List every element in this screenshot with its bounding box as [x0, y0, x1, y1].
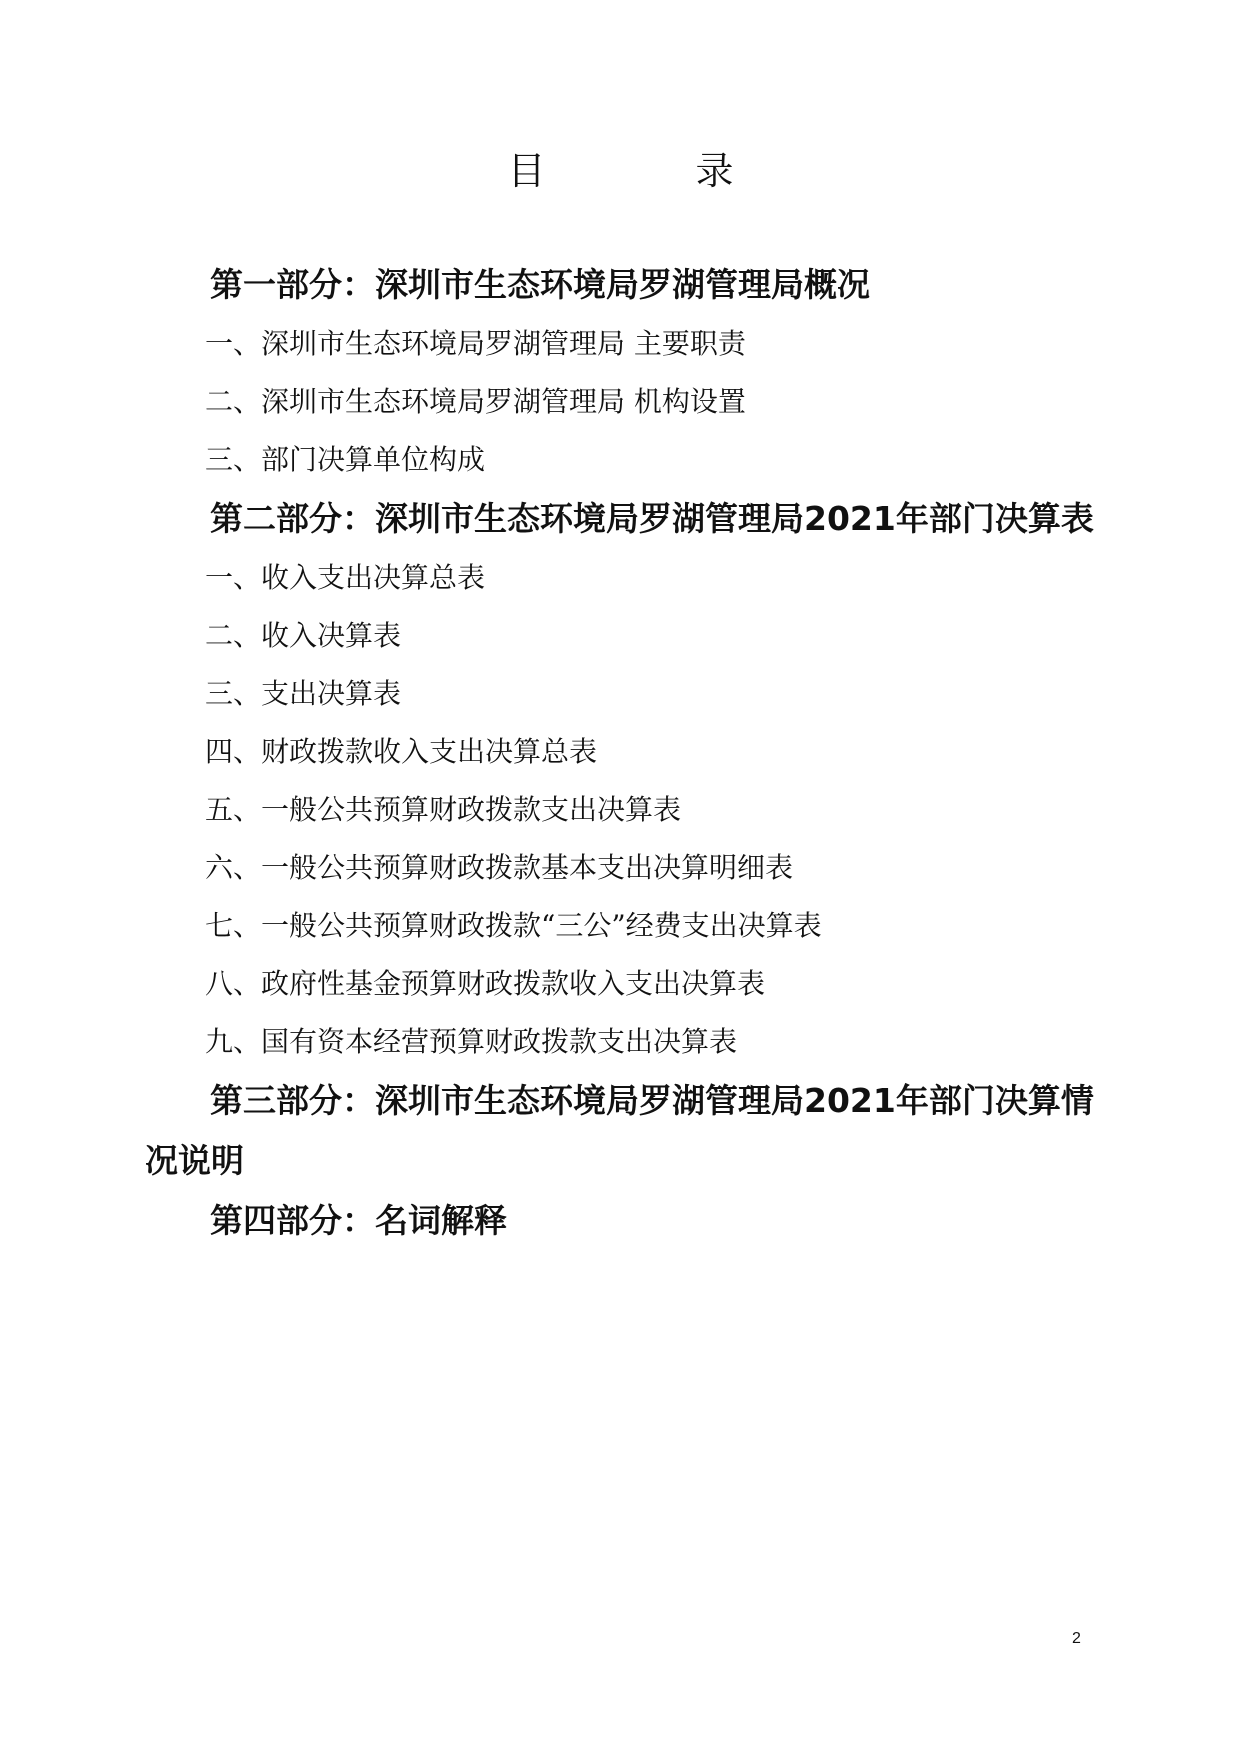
toc-item[interactable]: 二、收入决算表: [205, 619, 402, 652]
page-number: 2: [1072, 1630, 1081, 1647]
title-char-1: 目: [507, 149, 546, 193]
toc-part-3-heading[interactable]: 第三部分：深圳市生态环境局罗湖管理局2021年部门决算情况说明: [145, 1081, 1094, 1180]
toc-item[interactable]: 三、部门决算单位构成: [205, 443, 486, 476]
toc-item[interactable]: 八、政府性基金预算财政拨款收入支出决算表: [205, 967, 766, 1000]
toc-item[interactable]: 五、一般公共预算财政拨款支出决算表: [205, 793, 682, 826]
toc-part-1-heading[interactable]: 第一部分：深圳市生态环境局罗湖管理局概况: [210, 265, 870, 304]
toc-part-4-heading[interactable]: 第四部分：名词解释: [210, 1201, 507, 1240]
toc-item[interactable]: 一、收入支出决算总表: [205, 561, 486, 594]
toc-item[interactable]: 六、一般公共预算财政拨款基本支出决算明细表: [205, 851, 794, 884]
page-title: [0, 140, 1241, 195]
toc-part-2-heading[interactable]: 第二部分：深圳市生态环境局罗湖管理局2021年部门决算表: [210, 499, 1094, 538]
toc-item[interactable]: 二、深圳市生态环境局罗湖管理局 机构设置: [205, 385, 746, 418]
toc-item[interactable]: 三、支出决算表: [205, 677, 402, 710]
toc-item[interactable]: 九、国有资本经营预算财政拨款支出决算表: [205, 1025, 738, 1058]
table-of-contents: [145, 255, 1105, 1251]
toc-item[interactable]: 四、财政拨款收入支出决算总表: [205, 735, 598, 768]
toc-item[interactable]: 一、深圳市生态环境局罗湖管理局 主要职责: [205, 327, 746, 360]
title-char-2: 录: [695, 149, 734, 193]
toc-item[interactable]: 七、一般公共预算财政拨款“三公”经费支出决算表: [205, 909, 822, 942]
